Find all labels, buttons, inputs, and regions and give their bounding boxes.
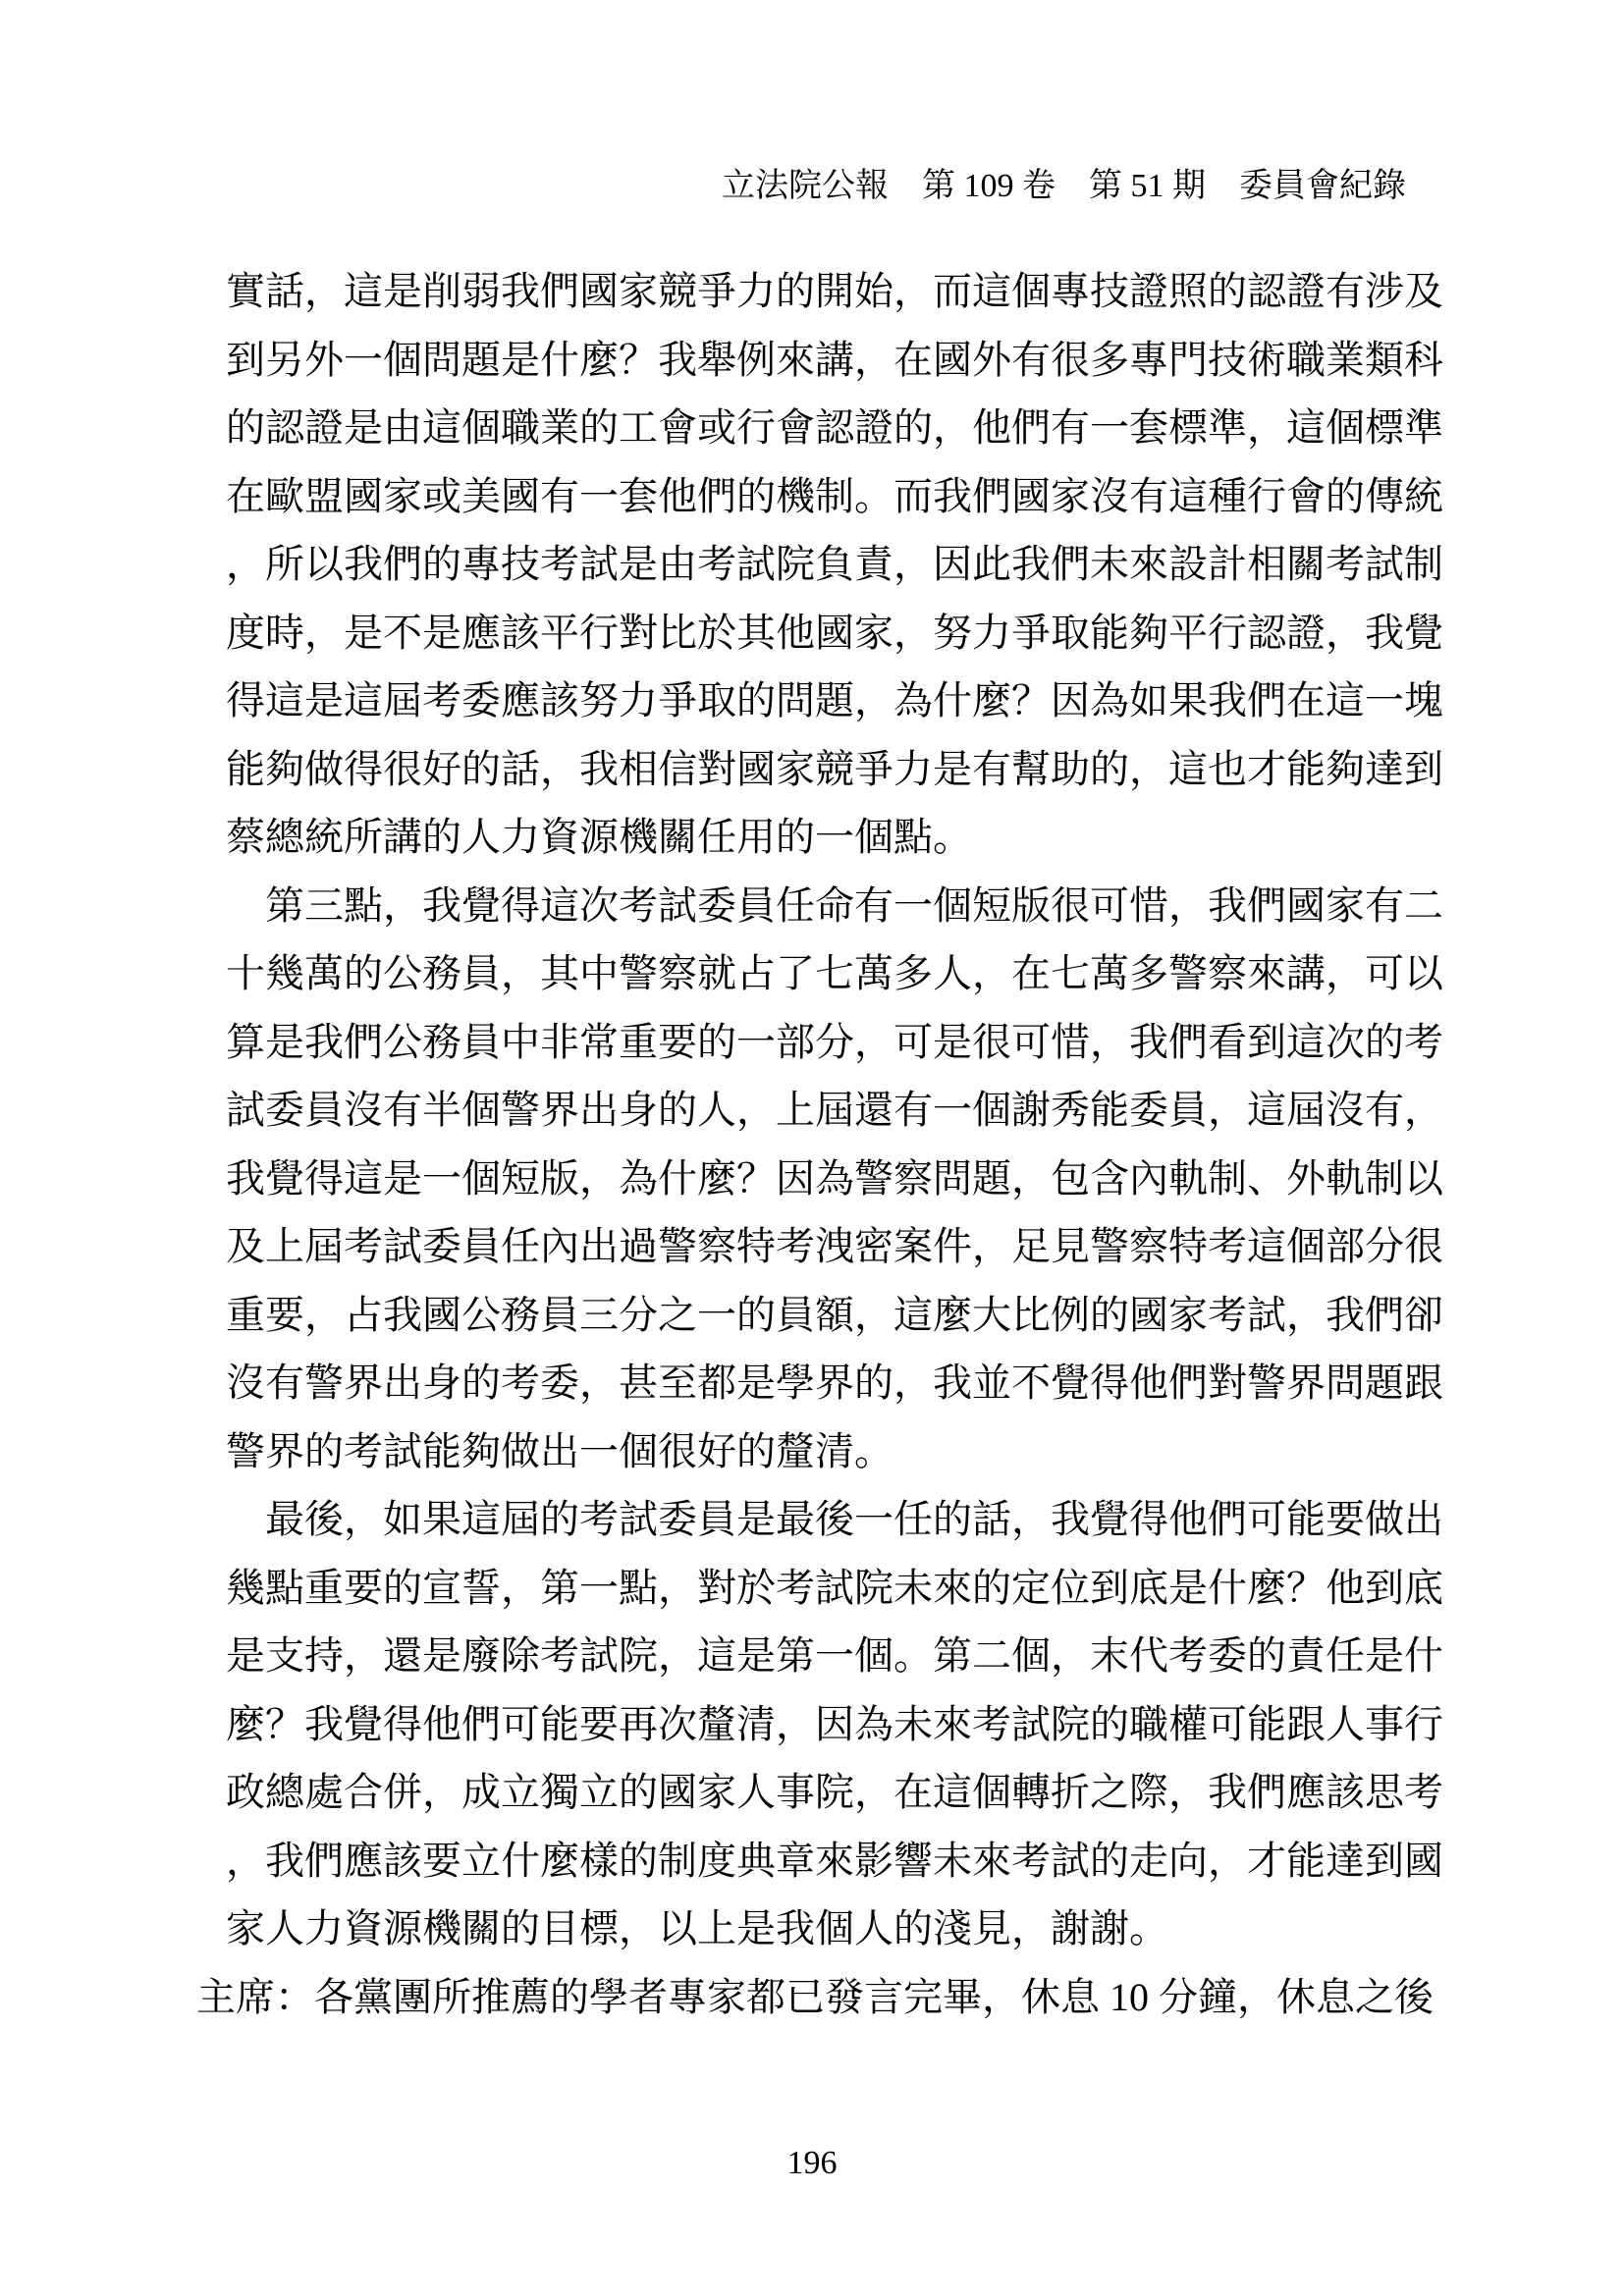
text-line: 算是我們公務員中非常重要的一部分，可是很可惜，我們看到這次的考: [226, 1019, 1443, 1064]
text-line: 在歐盟國家或美國有一套他們的機制。而我們國家沒有這種行會的傳統: [226, 473, 1443, 518]
text-line: 試委員沒有半個警界出身的人，上屆還有一個謝秀能委員，這屆沒有，: [226, 1088, 1443, 1132]
page-number: 196: [786, 2145, 838, 2181]
text-line: 度時，是不是應該平行對比於其他國家，努力爭取能夠平行認證，我覺: [226, 610, 1443, 655]
text-line: 第三點，我覺得這次考試委員任命有一個短版很可惜，我們國家有二: [265, 882, 1443, 928]
text-line: 得這是這屆考委應該努力爭取的問題，為什麼？因為如果我們在這一塊: [226, 678, 1443, 722]
text-line: ，所以我們的專技考試是由考試院負責，因此我們未來設計相關考試制: [226, 542, 1443, 586]
text-line: 是支持，還是廢除考試院，這是第一個。第二個，末代考委的責任是什: [226, 1633, 1443, 1678]
text-line: 實話，這是削弱我們國家競爭力的開始，而這個專技證照的認證有涉及: [226, 269, 1443, 313]
text-line: 政總處合併，成立獨立的國家人事院，在這個轉折之際，我們應該思考: [226, 1770, 1443, 1814]
text-line: ，我們應該要立什麼樣的制度典章來影響未來考試的走向，才能達到國: [226, 1838, 1443, 1883]
text-line: 蔡總統所講的人力資源機關任用的一個點。: [226, 815, 972, 859]
text-line: 最後，如果這屆的考試委員是最後一任的話，我覺得他們可能要做出: [265, 1497, 1443, 1541]
text-line: 十幾萬的公務員，其中警察就占了七萬多人，在七萬多警察來講，可以: [226, 951, 1443, 995]
text-line: 家人力資源機關的目標，以上是我個人的淺見，謝謝。: [226, 1906, 1168, 1950]
text-line: 的認證是由這個職業的工會或行會認證的，他們有一套標準，這個標準: [226, 405, 1443, 450]
text-line: 及上屆考試委員任內出過警察特考洩密案件，足見警察特考這個部分很: [226, 1224, 1443, 1268]
text-line: 幾點重要的宣誓，第一點，對於考試院未來的定位到底是什麼？他到底: [226, 1565, 1443, 1610]
text-line: 能夠做得很好的話，我相信對國家競爭力是有幫助的，這也才能夠達到: [226, 746, 1443, 791]
text-line: 到另外一個問題是什麼？我舉例來講，在國外有很多專門技術職業類科: [226, 337, 1443, 382]
text-line: 麼？我覺得他們可能要再次釐清，因為未來考試院的職權可能跟人事行: [226, 1701, 1443, 1746]
document-body: [196, 257, 1443, 2031]
text-line: 重要，占我國公務員三分之一的員額，這麼大比例的國家考試，我們卻: [226, 1292, 1443, 1337]
gazette-header-title: 立法院公報 第 109 卷 第 51 期 委員會紀錄: [722, 168, 1406, 204]
text-line: 我覺得這是一個短版，為什麼？因為警察問題，包含內軌制、外軌制以: [226, 1155, 1443, 1201]
page-header: [196, 165, 1406, 208]
text-line: 警界的考試能夠做出一個很好的釐清。: [226, 1428, 893, 1473]
text-line: 主席：各黨團所推薦的學者專家都已發言完畢，休息 10 分鐘，休息之後: [196, 1974, 1434, 2019]
text-line: 沒有警界出身的考委，甚至都是學界的，我並不覺得他們對警界問題跟: [226, 1361, 1443, 1405]
page-footer: [0, 2144, 1624, 2183]
